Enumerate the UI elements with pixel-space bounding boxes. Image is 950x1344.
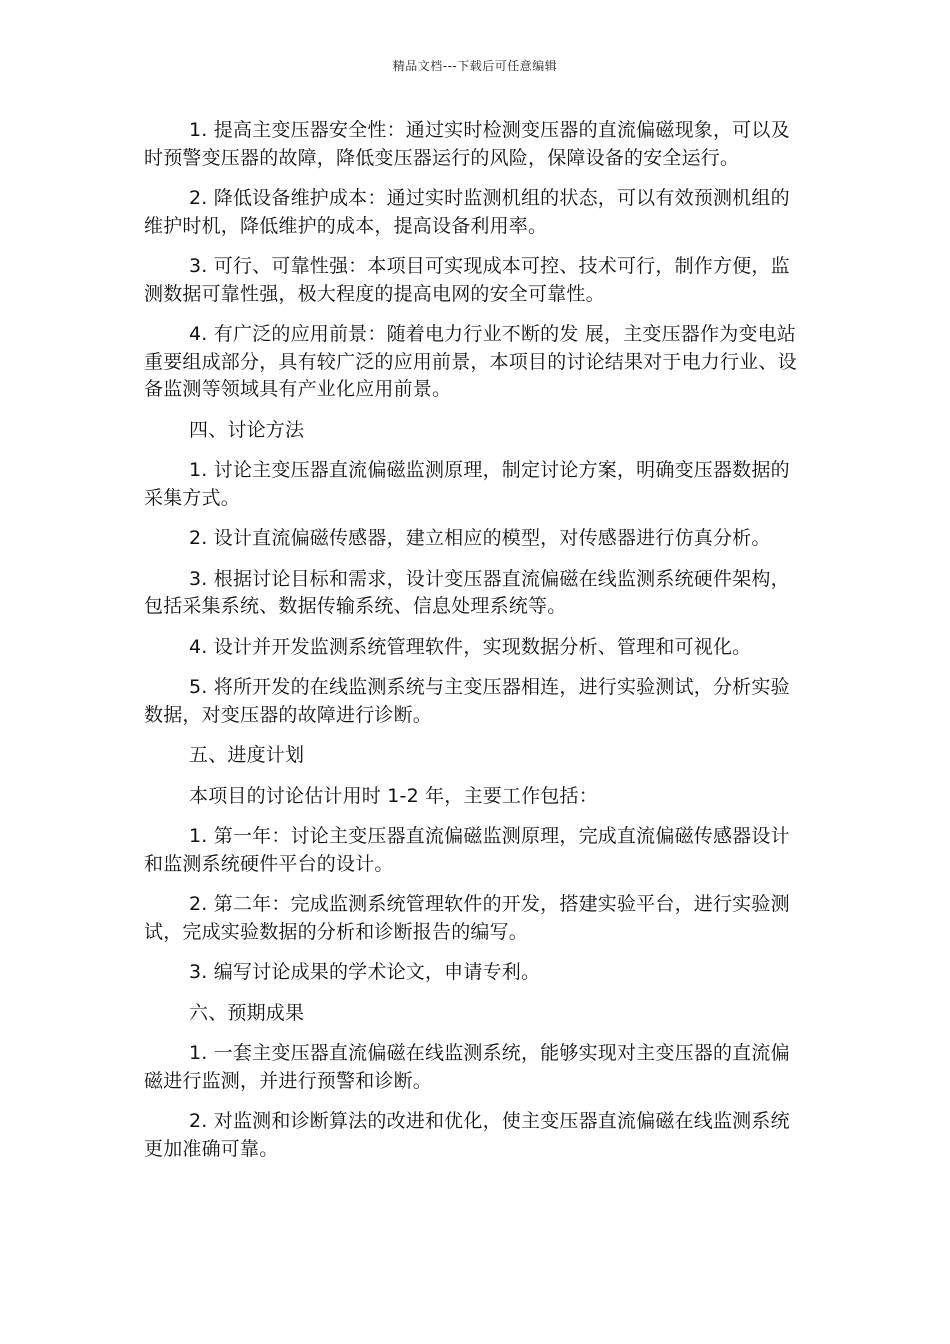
schedule-item-2: 2. 第二年：完成监测系统管理软件的开发，搭建实验平台，进行实验测试，完成实验数据的分析和诊断报告的编写。 bbox=[144, 893, 790, 943]
section-heading-schedule: 五、进度计划 bbox=[189, 744, 305, 766]
benefit-prospect-paragraph: 4. 有广泛的应用前景：随着电力行业不断的发 展，主变压器作为变电站重要组成部分，具有较广泛的应用前景，本项目的讨论结果对于电力行业、设备监测等领域具有产业化应用前景。 bbox=[144, 323, 797, 400]
benefit-safety-paragraph: 1. 提高主变压器安全性：通过实时检测变压器的直流偏磁现象，可以及时预警变压器的故障，降低变压器运行的风险，保障设备的安全运行。 bbox=[144, 119, 790, 169]
schedule-item-1: 1. 第一年：讨论主变压器直流偏磁监测原理，完成直流偏磁传感器设计和监测系统硬件平台的设计。 bbox=[144, 825, 790, 875]
method-item-4: 4. 设计并开发监测系统管理软件，实现数据分析、管理和可视化。 bbox=[189, 635, 752, 658]
benefit-maintenance-paragraph: 2. 降低设备维护成本：通过实时监测机组的状态，可以有效预测机组的维护时机，降低维护的成本，提高设备利用率。 bbox=[144, 187, 790, 237]
method-item-3: 3. 根据讨论目标和需求，设计变压器直流偏磁在线监测系统硬件架构，包括采集系统、数据传输系统、信息处理系统等。 bbox=[144, 567, 790, 617]
benefit-feasibility-paragraph: 3. 可行、可靠性强：本项目可实现成本可控、技术可行，制作方便，监测数据可靠性强，极大程度的提高电网的安全可靠性。 bbox=[144, 255, 790, 305]
page-header: 精品文档---下载后可任意编辑 bbox=[392, 59, 558, 73]
method-item-2: 2. 设计直流偏磁传感器，建立相应的模型，对传感器进行仿真分析。 bbox=[189, 527, 771, 549]
outcome-item-1: 1. 一套主变压器直流偏磁在线监测系统，能够实现对主变压器的直流偏磁进行监测，并进行预警和诊断。 bbox=[144, 1042, 790, 1092]
method-item-1: 1. 讨论主变压器直流偏磁监测原理，制定讨论方案，明确变压器数据的采集方式。 bbox=[144, 459, 790, 509]
schedule-intro: 本项目的讨论估计用时 1-2 年，主要工作包括： bbox=[189, 784, 598, 807]
section-heading-outcomes: 六、预期成果 bbox=[189, 1001, 305, 1024]
method-item-5: 5. 将所开发的在线监测系统与主变压器相连，进行实验测试，分析实验数据，对变压器的故障进行诊断。 bbox=[144, 676, 790, 726]
section-heading-methods: 四、讨论方法 bbox=[189, 418, 305, 441]
schedule-item-3: 3. 编写讨论成果的学术论文，申请专利。 bbox=[189, 961, 541, 983]
document-body bbox=[144, 117, 806, 1176]
outcome-item-2: 2. 对监测和诊断算法的改进和优化，使主变压器直流偏磁在线监测系统更加准确可靠。 bbox=[144, 1110, 790, 1160]
